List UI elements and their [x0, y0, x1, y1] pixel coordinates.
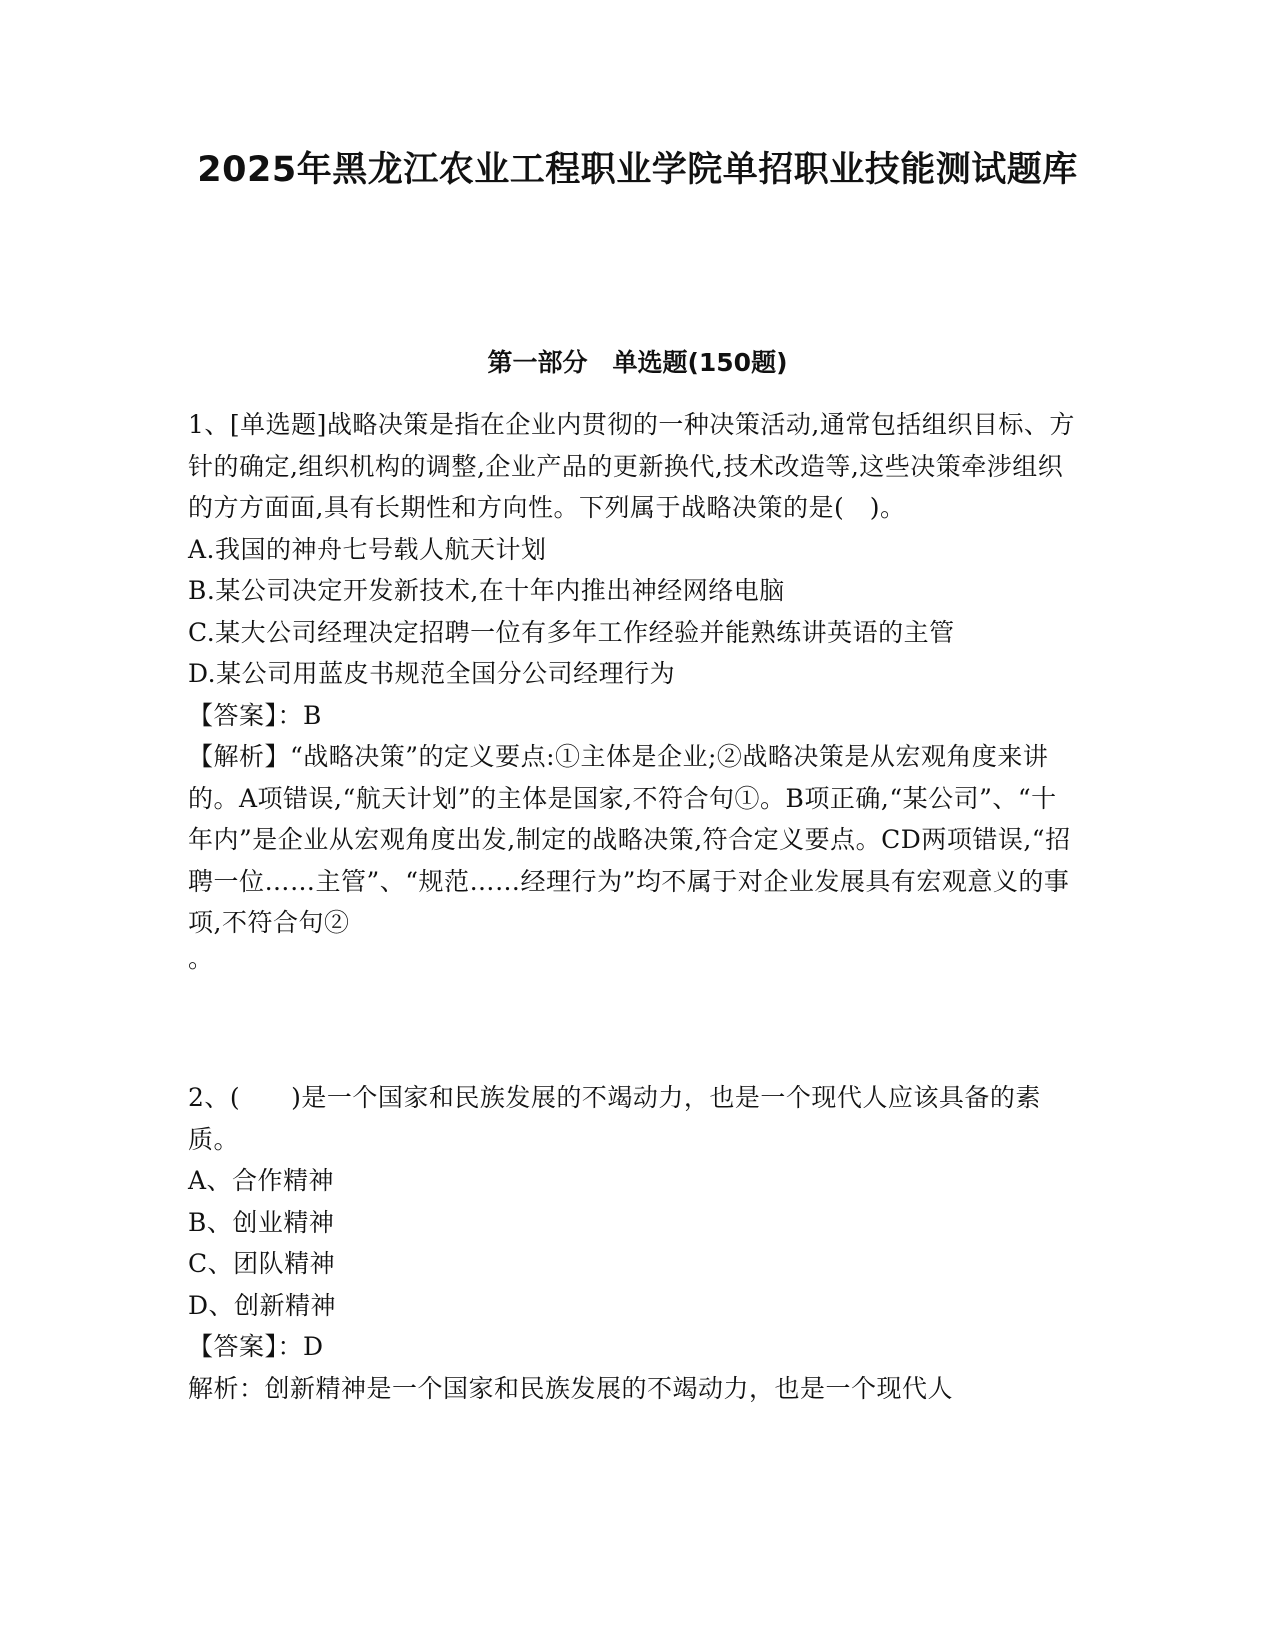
- question-1-option-b: B.某公司决定开发新技术,在十年内推出神经网络电脑: [188, 576, 785, 605]
- question-2-answer: 【答案】：D: [188, 1332, 324, 1361]
- question-2-analysis: 解析：创新精神是一个国家和民族发展的不竭动力，也是一个现代人: [188, 1373, 954, 1403]
- document-title: 2025年黑龙江农业工程职业学院单招职业技能测试题库: [197, 150, 1078, 190]
- question-1: [188, 404, 1078, 979]
- question-1-option-a: A.我国的神舟七号载人航天计划: [188, 534, 547, 564]
- question-2: [188, 1077, 1078, 1409]
- question-2-stem: 2、( )是一个国家和民族发展的不竭动力，也是一个现代人应该具备的素质。: [188, 1083, 1041, 1154]
- question-1-analysis-tail: 。: [188, 943, 214, 973]
- section-heading: 第一部分 单选题(150题): [487, 348, 788, 377]
- question-2-option-a: A、合作精神: [188, 1166, 335, 1195]
- question-2-option-b: B、创业精神: [188, 1207, 335, 1237]
- question-2-option-c: C、团队精神: [188, 1249, 336, 1278]
- question-2-option-d: D、创新精神: [188, 1290, 337, 1320]
- question-1-option-c: C.某大公司经理决定招聘一位有多年工作经验并能熟练讲英语的主管: [188, 617, 955, 647]
- question-1-stem: 1、[单选题]战略决策是指在企业内贯彻的一种决策活动,通常包括组织目标、方针的确定,组织机构的调整,企业产品的更新换代,技术改造等,这些决策牵涉组织的方方面面,具有长期性和方向性。下列属于战略决策的是( )。: [188, 410, 1075, 522]
- question-1-answer: 【答案】：B: [188, 700, 322, 730]
- question-1-option-d: D.某公司用蓝皮书规范全国分公司经理行为: [188, 659, 676, 688]
- question-1-analysis: 【解析】“战略决策”的定义要点:①主体是企业;②战略决策是从宏观角度来讲的。A项错误,“航天计划”的主体是国家,不符合句①。B项正确,“某公司”、“十年内”是企业从宏观角度出发,制定的战略决策,符合定义要点。CD两项错误,“招聘一位……主管”、“规范……经理行为”均不属于对企业发展具有宏观意义的事项,不符合句②: [188, 742, 1071, 937]
